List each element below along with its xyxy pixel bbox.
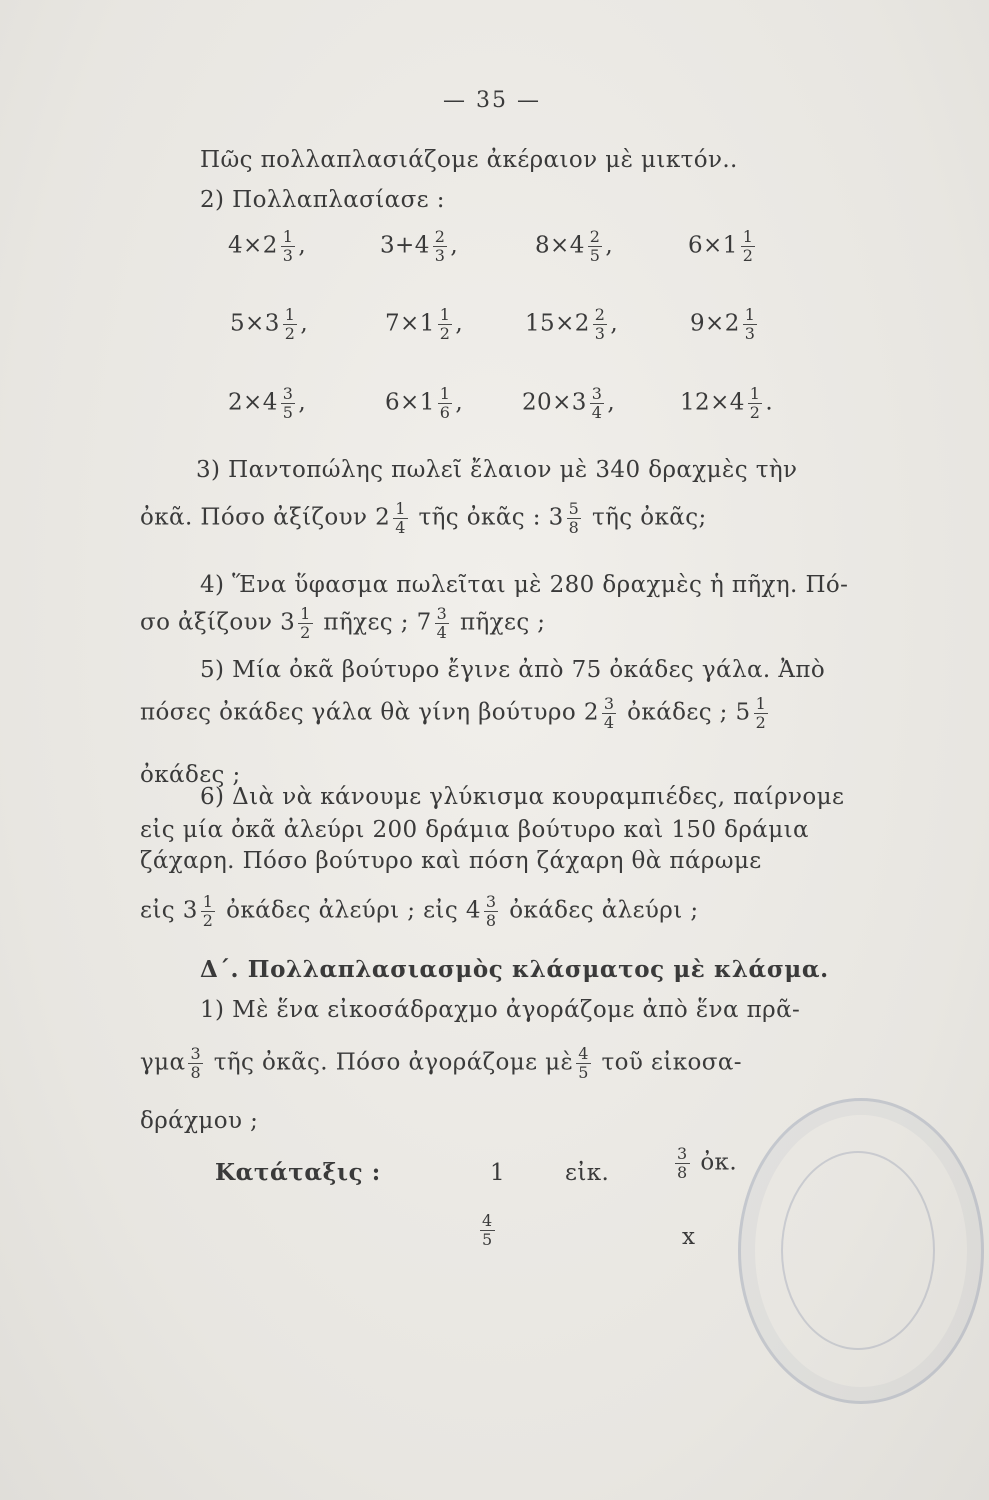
fraction: $\frac{1}{2}$	[742, 227, 754, 265]
arrangement-label: Κατάταξις :	[215, 1159, 381, 1186]
mixed-expression: 6×1 $\frac{1}{6}$ ,	[385, 384, 464, 422]
mixed-expression: 7×1 $\frac{1}{2}$ ,	[385, 305, 464, 343]
mixed-expression: 3+4 $\frac{2}{3}$ ,	[380, 227, 459, 265]
exercise-6-line-1: 6) Διὰ νὰ κάνουμε γλύκισμα κουραμπιέδες, παίρνομε	[200, 784, 845, 810]
mixed-expression: 6×1 $\frac{1}{2}$	[688, 227, 754, 265]
exercise-d1-line-3: δράχμου ;	[140, 1108, 259, 1134]
exercise-5-line-1: 5) Μία ὀκᾶ βούτυρο ἔγινε ἀπὸ 75 ὀκάδες γάλα. Ἀπὸ	[200, 657, 826, 683]
exercise-6-line-3: ζάχαρη. Πόσο βούτυρο καὶ πόση ζάχαρη θὰ πάρωμε	[140, 848, 762, 874]
fraction: $\frac{2}{3}$	[594, 305, 606, 343]
exercise-d1-line-1: 1) Μὲ ἕνα εἰκοσάδραχμο ἀγοράζομε ἀπὸ ἕνα πρᾶ-	[200, 997, 801, 1023]
fraction: $\frac{3}{5}$	[282, 384, 294, 422]
fraction: $\frac{4}{5}$	[578, 1044, 589, 1082]
fraction: $\frac{1}{3}$	[282, 227, 294, 265]
fraction: $\frac{3}{4}$	[436, 604, 448, 642]
mixed-expression: 8×4 $\frac{2}{5}$ ,	[535, 227, 614, 265]
library-stamp	[738, 1098, 984, 1404]
fraction: $\frac{3}{8}$	[677, 1144, 688, 1182]
arrangement-fraction-2	[477, 1212, 498, 1249]
exercise-d1-line-2: γμα $\frac{3}{8}$ τῆς ὀκᾶς. Πόσο ἀγοράζομε μὲ $\frac{4}{5}$ τοῦ εἰκοσα-	[140, 1044, 742, 1082]
mixed-expression: 2×4 $\frac{3}{5}$ ,	[228, 384, 307, 422]
exercise-3-line-1: 3) Παντοπώλης πωλεῖ ἔλαιον μὲ 340 δραχμὲς τὴν	[196, 457, 798, 483]
fraction: $\frac{1}{3}$	[744, 305, 756, 343]
fraction: $\frac{4}{5}$	[482, 1211, 493, 1249]
page-number: — 35 —	[443, 88, 541, 113]
fraction: $\frac{1}{4}$	[395, 499, 406, 537]
arrangement-unit: εἰκ.	[565, 1160, 610, 1186]
fraction: $\frac{5}{8}$	[568, 499, 580, 537]
fraction: $\frac{1}{2}$	[284, 305, 296, 343]
section-title: Δ΄. Πολλαπλασιασμὸς κλάσματος μὲ κλάσμα.	[200, 956, 829, 983]
heading-mixed-multiplication: Πῶς πολλαπλασιάζομε ἀκέραιον μὲ μικτόν..	[200, 147, 738, 173]
exercise-4-line-1: 4) Ἕνα ὕφασμα πωλεῖται μὲ 280 δραχμὲς ἡ πῆχη. Πό-	[200, 572, 849, 598]
mixed-expression: 15×2 $\frac{2}{3}$ ,	[525, 305, 619, 343]
mixed-expression: 5×3 $\frac{1}{2}$ ,	[230, 305, 309, 343]
exercise-5-line-2: πόσες ὀκάδες γάλα θὰ γίνη βούτυρο 2 $\frac{3}{4}$ ὀκάδες ; 5 $\frac{1}{2}$	[140, 694, 767, 732]
fraction: $\frac{2}{3}$	[434, 227, 446, 265]
fraction: $\frac{3}{4}$	[591, 384, 603, 422]
arrangement-fraction: $\frac{3}{8}$ ὀκ.	[677, 1144, 738, 1182]
exercise-5-line-3: ὀκάδες ;	[140, 762, 241, 788]
arrangement-unknown: x	[682, 1224, 696, 1250]
fraction: $\frac{2}{5}$	[589, 227, 601, 265]
exercise-2-label: 2) Πολλαπλασίασε :	[200, 187, 445, 213]
fraction: $\frac{3}{8}$	[485, 892, 497, 930]
fraction: $\frac{1}{2}$	[202, 892, 214, 930]
exercise-6-line-2: εἰς μία ὀκᾶ ἀλεύρι 200 δράμια βούτυρο καὶ 150 δράμια	[140, 817, 809, 843]
mixed-expression: 9×2 $\frac{1}{3}$	[690, 305, 756, 343]
exercise-4-line-2: σο ἀξίζουν 3 $\frac{1}{2}$ πῆχες ; 7 $\frac{3}{4}$ πῆχες ;	[140, 604, 546, 642]
mixed-expression: 4×2 $\frac{1}{3}$ ,	[228, 227, 307, 265]
stamp-inner-ring	[781, 1151, 935, 1350]
mixed-expression: 20×3 $\frac{3}{4}$ ,	[522, 384, 616, 422]
fraction: $\frac{1}{2}$	[439, 305, 451, 343]
exercise-3-line-2: ὀκᾶ. Πόσο ἀξίζουν 2 $\frac{1}{4}$ τῆς ὀκᾶς : 3 $\frac{5}{8}$ τῆς ὀκᾶς;	[140, 499, 707, 537]
fraction: $\frac{1}{6}$	[439, 384, 451, 422]
fraction: $\frac{1}{2}$	[755, 694, 767, 732]
exercise-6-line-4: εἰς 3 $\frac{1}{2}$ ὀκάδες ἀλεύρι ; εἰς 4 $\frac{3}{8}$ ὀκάδες ἀλεύρι ;	[140, 892, 699, 930]
fraction: $\frac{1}{2}$	[300, 604, 311, 642]
mixed-expression: 12×4 $\frac{1}{2}$ .	[680, 384, 774, 422]
fraction: $\frac{1}{2}$	[749, 384, 761, 422]
fraction: $\frac{3}{8}$	[190, 1044, 202, 1082]
fraction: $\frac{3}{4}$	[603, 694, 615, 732]
arrangement-quantity: 1	[490, 1160, 506, 1186]
